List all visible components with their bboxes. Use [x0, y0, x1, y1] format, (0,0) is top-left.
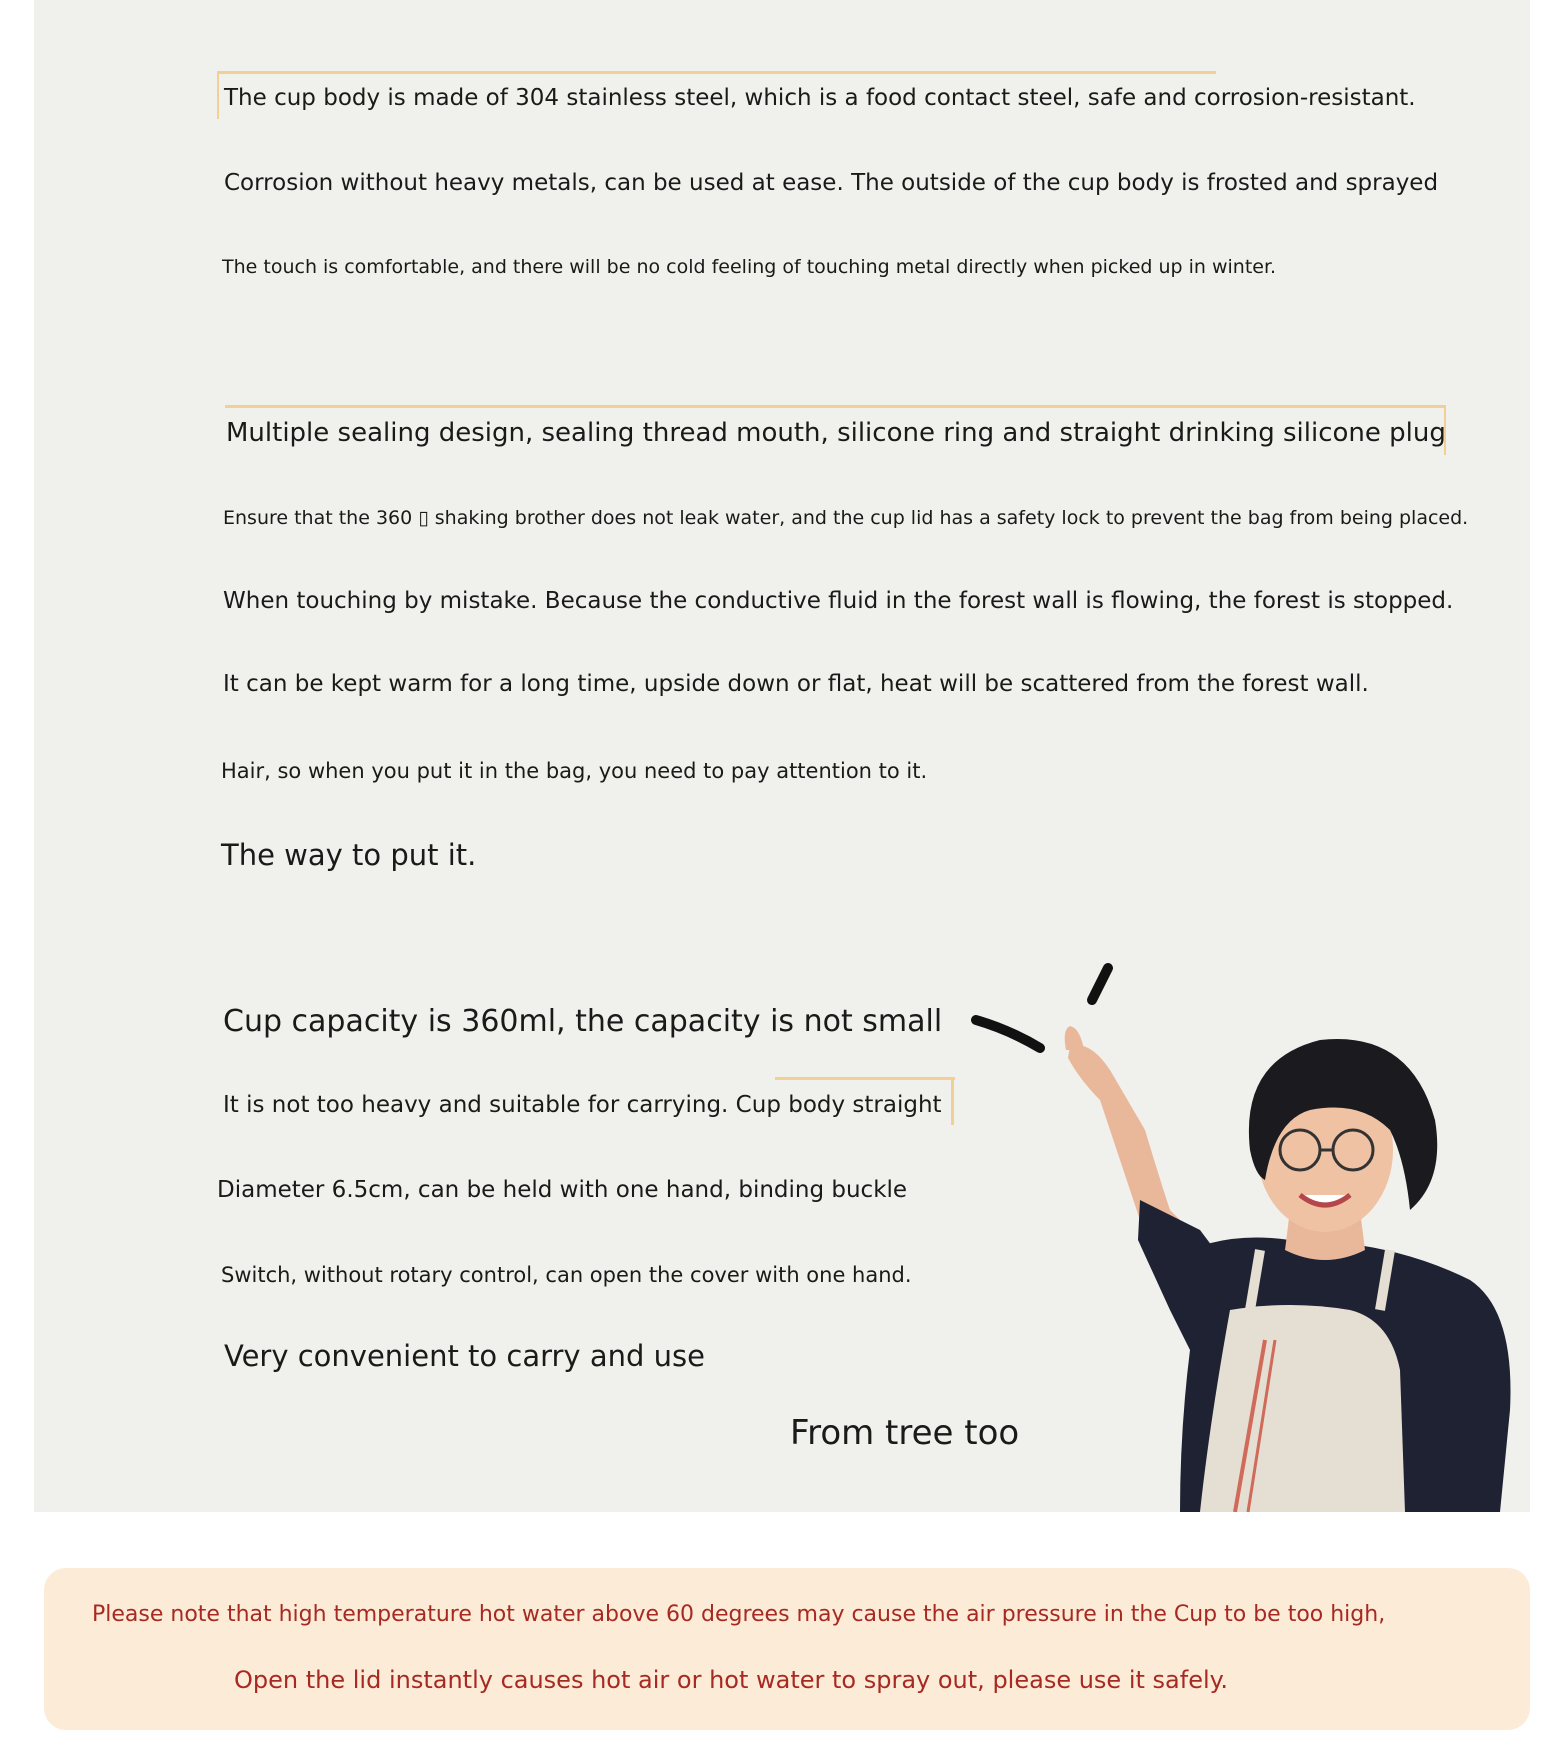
accent-line-top-3 — [775, 1077, 955, 1080]
block1-line2: Corrosion without heavy metals, can be used at ease. The outside of the cup body is frosted and sprayed — [224, 170, 1439, 196]
caption: From tree too — [790, 1413, 1020, 1453]
accent-line-top — [217, 71, 1216, 74]
person-illustration — [1060, 1010, 1530, 1512]
block2-line2: Ensure that the 360 ▯ shaking brother does not leak water, and the cup lid has a safety lock to prevent the bag from being placed. — [223, 507, 1469, 529]
block3-heading: Cup capacity is 360ml, the capacity is not small — [223, 1004, 943, 1039]
block3-line4: Switch, without rotary control, can open the cover with one hand. — [221, 1263, 912, 1287]
accent-line-top-2 — [225, 405, 1446, 408]
accent-line-left — [217, 71, 219, 119]
block3-line2: It is not too heavy and suitable for carrying. Cup body straight — [223, 1092, 942, 1118]
notice-line1: Please note that high temperature hot water above 60 degrees may cause the air pressure in the Cup to be too high, — [92, 1602, 1386, 1627]
notice-line2: Open the lid instantly causes hot air or hot water to spray out, please use it safely. — [234, 1666, 1229, 1694]
block1-line1: The cup body is made of 304 stainless steel, which is a food contact steel, safe and corrosion-resistant. — [224, 85, 1416, 111]
block3-line5: Very convenient to carry and use — [224, 1339, 705, 1373]
block2-heading: Multiple sealing design, sealing thread mouth, silicone ring and straight drinking silicone plug — [226, 418, 1446, 448]
block2-line5: Hair, so when you put it in the bag, you need to pay attention to it. — [221, 759, 928, 783]
block2-line6: The way to put it. — [221, 838, 477, 872]
block2-line4: It can be kept warm for a long time, upside down or flat, heat will be scattered from the forest wall. — [223, 671, 1369, 697]
accent-line-right-3 — [951, 1077, 954, 1125]
block1-line3: The touch is comfortable, and there will be no cold feeling of touching metal directly when picked up in winter. — [222, 256, 1277, 278]
block2-line3: When touching by mistake. Because the conductive fluid in the forest wall is flowing, the forest is stopped. — [223, 588, 1454, 614]
block3-line3: Diameter 6.5cm, can be held with one hand, binding buckle — [217, 1177, 908, 1203]
safety-notice — [44, 1568, 1530, 1730]
